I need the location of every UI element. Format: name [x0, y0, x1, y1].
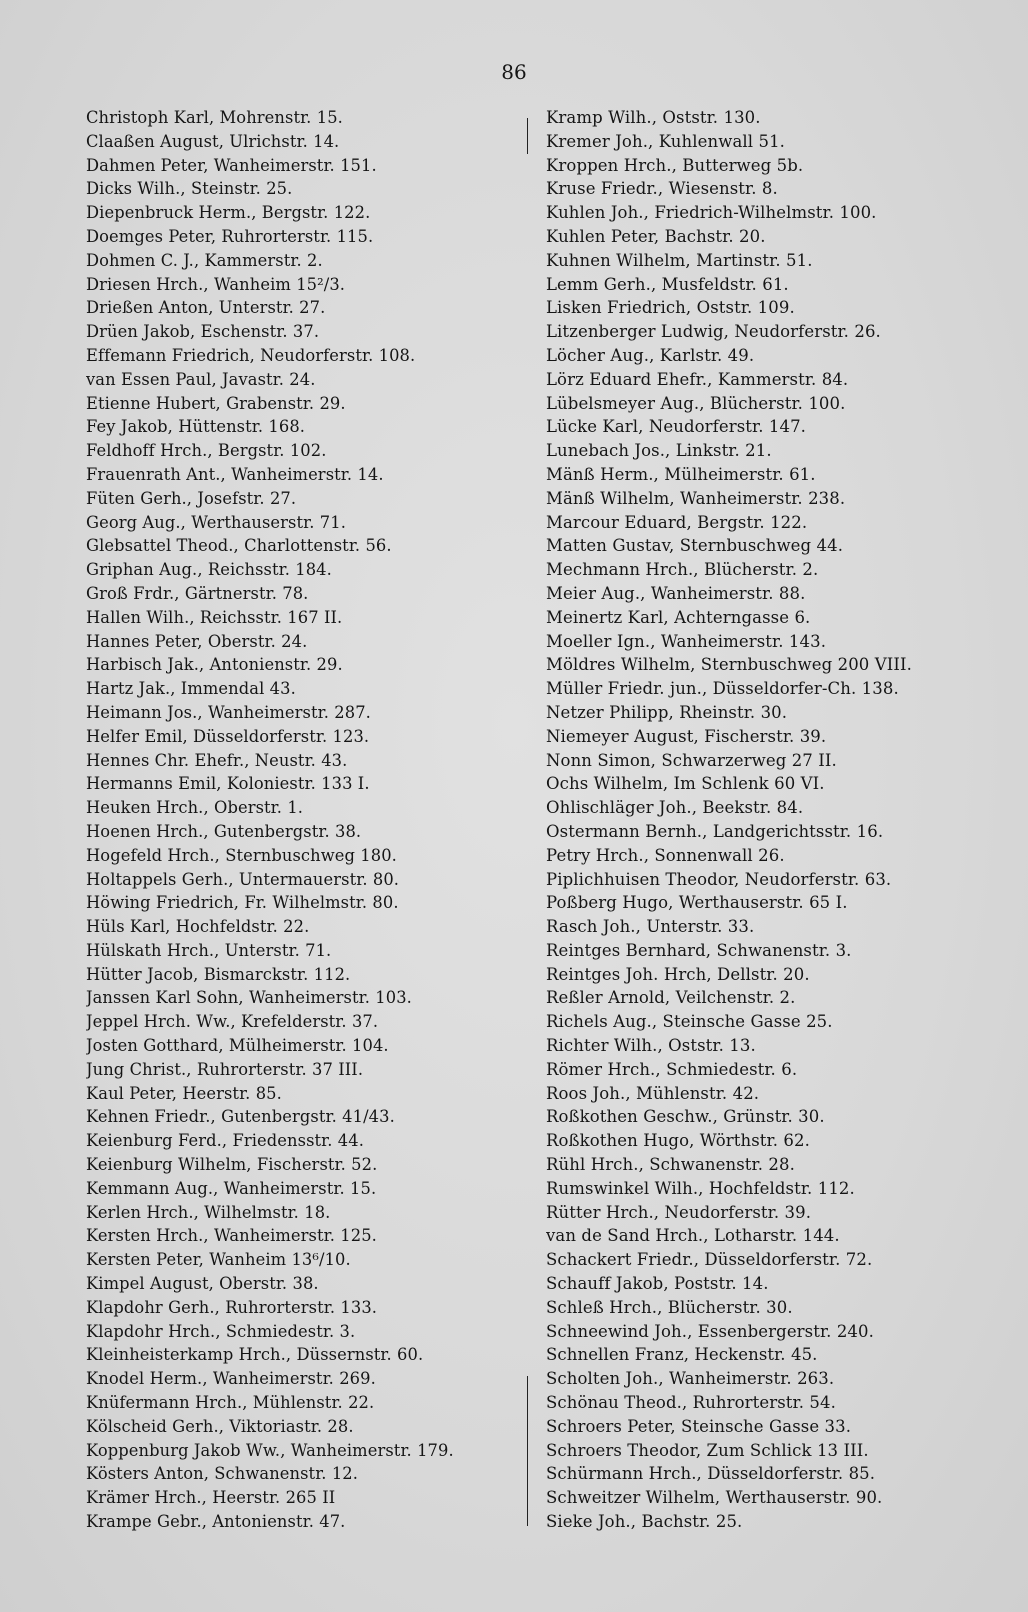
directory-entry: Schackert Friedr., Düsseldorferstr. 72. — [546, 1250, 873, 1270]
directory-entry: Schroers Theodor, Zum Schlick 13 III. — [546, 1440, 869, 1460]
directory-entry: Lunebach Jos., Linkstr. 21. — [546, 441, 772, 461]
directory-entry: Feldhoff Hrch., Bergstr. 102. — [86, 441, 327, 461]
directory-entry: Roßkothen Hugo, Wörthstr. 62. — [546, 1131, 810, 1151]
directory-entry: Richels Aug., Steinsche Gasse 25. — [546, 1012, 833, 1032]
directory-entry: Mänß Herm., Mülheimerstr. 61. — [546, 464, 816, 484]
directory-entry: Christoph Karl, Mohrenstr. 15. — [86, 108, 343, 127]
directory-entry: Kemmann Aug., Wanheimerstr. 15. — [86, 1178, 377, 1198]
directory-entry: Lücke Karl, Neudorferstr. 147. — [546, 417, 807, 437]
directory-entry: Schleß Hrch., Blücherstr. 30. — [546, 1297, 793, 1317]
directory-entry: Rühl Hrch., Schwanenstr. 28. — [546, 1155, 795, 1175]
directory-entry: Schönau Theod., Ruhrorterstr. 54. — [546, 1393, 836, 1413]
directory-entry: Klapdohr Hrch., Schmiedestr. 3. — [86, 1321, 356, 1341]
directory-entry: Harbisch Jak., Antonienstr. 29. — [86, 655, 343, 675]
directory-entry: Kersten Peter, Wanheim 13⁶/10. — [86, 1250, 351, 1270]
directory-entry: Piplichhuisen Theodor, Neudorferstr. 63. — [546, 869, 892, 889]
directory-entry: Koppenburg Jakob Ww., Wanheimerstr. 179. — [86, 1440, 454, 1460]
directory-entry: Claaßen August, Ulrichstr. 14. — [86, 131, 340, 151]
directory-entry: Lübelsmeyer Aug., Blücherstr. 100. — [546, 393, 846, 413]
directory-entry: Jung Christ., Ruhrorterstr. 37 III. — [86, 1059, 364, 1079]
directory-entry: Schauff Jakob, Poststr. 14. — [546, 1274, 769, 1294]
directory-entry: Nonn Simon, Schwarzerweg 27 II. — [546, 750, 837, 770]
directory-entry: Rumswinkel Wilh., Hochfeldstr. 112. — [546, 1178, 855, 1198]
directory-entry: Kehnen Friedr., Gutenbergstr. 41/43. — [86, 1107, 395, 1127]
directory-entry: Matten Gustav, Sternbuschweg 44. — [546, 536, 844, 556]
directory-entry: Knodel Herm., Wanheimerstr. 269. — [86, 1369, 376, 1389]
directory-entry: Kruse Friedr., Wiesenstr. 8. — [546, 179, 778, 199]
directory-entry: Heimann Jos., Wanheimerstr. 287. — [86, 702, 371, 722]
directory-entry: van Essen Paul, Javastr. 24. — [86, 369, 316, 389]
directory-entry: Mechmann Hrch., Blücherstr. 2. — [546, 560, 819, 580]
directory-entry: Krampe Gebr., Antonienstr. 47. — [86, 1512, 346, 1532]
directory-entry: Hennes Chr. Ehefr., Neustr. 43. — [86, 750, 348, 770]
directory-entry: Helfer Emil, Düsseldorferstr. 123. — [86, 726, 370, 746]
directory-entry: Kösters Anton, Schwanenstr. 12. — [86, 1464, 359, 1484]
directory-entry: Römer Hrch., Schmiedestr. 6. — [546, 1059, 798, 1079]
directory-entry: Hallen Wilh., Reichsstr. 167 II. — [86, 607, 343, 627]
directory-entry: Lisken Friedrich, Oststr. 109. — [546, 298, 795, 318]
directory-entry: Frauenrath Ant., Wanheimerstr. 14. — [86, 464, 384, 484]
directory-entry: Lemm Gerh., Musfeldstr. 61. — [546, 274, 789, 294]
directory-entry: Holtappels Gerh., Untermauerstr. 80. — [86, 869, 400, 889]
directory-entry: Ostermann Bernh., Landgerichtsstr. 16. — [546, 821, 884, 841]
directory-entry: van de Sand Hrch., Lotharstr. 144. — [546, 1226, 840, 1246]
directory-entry: Schroers Peter, Steinsche Gasse 33. — [546, 1416, 852, 1436]
directory-entry: Heuken Hrch., Oberstr. 1. — [86, 798, 304, 818]
directory-entry: Janssen Karl Sohn, Wanheimerstr. 103. — [86, 988, 412, 1008]
directory-entry: Diepenbruck Herm., Bergstr. 122. — [86, 203, 371, 223]
directory-entry: Löcher Aug., Karlstr. 49. — [546, 345, 755, 365]
directory-entry: Groß Frdr., Gärtnerstr. 78. — [86, 583, 309, 603]
directory-entry: Dicks Wilh., Steinstr. 25. — [86, 179, 293, 199]
directory-entry: Hannes Peter, Oberstr. 24. — [86, 631, 308, 651]
directory-entry: Kroppen Hrch., Butterweg 5b. — [546, 155, 804, 175]
directory-entry: Sieke Joh., Bachstr. 25. — [546, 1512, 743, 1532]
directory-entry: Krämer Hrch., Heerstr. 265 II — [86, 1488, 336, 1508]
directory-entry: Richter Wilh., Oststr. 13. — [546, 1036, 756, 1056]
directory-entry: Netzer Philipp, Rheinstr. 30. — [546, 702, 788, 722]
directory-entry: Knüfermann Hrch., Mühlenstr. 22. — [86, 1393, 375, 1413]
directory-entry: Dohmen C. J., Kammerstr. 2. — [86, 250, 323, 270]
directory-entry: Müller Friedr. jun., Düsseldorfer-Ch. 138. — [546, 679, 899, 699]
directory-entry: Keienburg Wilhelm, Fischerstr. 52. — [86, 1155, 378, 1175]
directory-entry: Ochs Wilhelm, Im Schlenk 60 VI. — [546, 774, 825, 794]
directory-entry: Kaul Peter, Heerstr. 85. — [86, 1083, 282, 1103]
directory-entry: Niemeyer August, Fischerstr. 39. — [546, 726, 827, 746]
directory-entry: Drüen Jakob, Eschenstr. 37. — [86, 322, 320, 342]
directory-entry: Hermanns Emil, Koloniestr. 133 I. — [86, 774, 370, 794]
directory-entry: Litzenberger Ludwig, Neudorferstr. 26. — [546, 322, 881, 342]
column-divider-bottom — [527, 1376, 528, 1526]
directory-entry: Kersten Hrch., Wanheimerstr. 125. — [86, 1226, 377, 1246]
directory-entry: Kerlen Hrch., Wilhelmstr. 18. — [86, 1202, 331, 1222]
directory-entry: Hogefeld Hrch., Sternbuschweg 180. — [86, 845, 397, 865]
directory-entry: Griphan Aug., Reichsstr. 184. — [86, 560, 332, 580]
left-column — [86, 106, 518, 1534]
directory-entry: Poßberg Hugo, Werthauserstr. 65 I. — [546, 893, 848, 913]
directory-entry: Drießen Anton, Unterstr. 27. — [86, 298, 326, 318]
directory-entry: Kuhlen Peter, Bachstr. 20. — [546, 226, 766, 246]
directory-entry: Jeppel Hrch. Ww., Krefelderstr. 37. — [86, 1012, 379, 1032]
directory-entry: Josten Gotthard, Mülheimerstr. 104. — [86, 1036, 389, 1056]
directory-entry: Kleinheisterkamp Hrch., Düssernstr. 60. — [86, 1345, 424, 1365]
directory-entry: Marcour Eduard, Bergstr. 122. — [546, 512, 808, 532]
directory-entry: Doemges Peter, Ruhrorterstr. 115. — [86, 226, 374, 246]
page-number: 86 — [501, 60, 527, 84]
directory-entry: Moeller Ign., Wanheimerstr. 143. — [546, 631, 827, 651]
directory-entry: Füten Gerh., Josefstr. 27. — [86, 488, 297, 508]
directory-entry: Dahmen Peter, Wanheimerstr. 151. — [86, 155, 377, 175]
directory-entry: Meinertz Karl, Achterngasse 6. — [546, 607, 811, 627]
right-column — [546, 106, 986, 1534]
directory-entry: Höwing Friedrich, Fr. Wilhelmstr. 80. — [86, 893, 399, 913]
directory-entry: Klapdohr Gerh., Ruhrorterstr. 133. — [86, 1297, 378, 1317]
directory-entry: Möldres Wilhelm, Sternbuschweg 200 VIII. — [546, 655, 912, 675]
directory-entry: Reßler Arnold, Veilchenstr. 2. — [546, 988, 796, 1008]
column-divider-top — [527, 118, 528, 154]
directory-entry: Hütter Jacob, Bismarckstr. 112. — [86, 964, 351, 984]
directory-entry: Kuhlen Joh., Friedrich-Wilhelmstr. 100. — [546, 203, 877, 223]
directory-entry: Fey Jakob, Hüttenstr. 168. — [86, 417, 306, 437]
directory-entry: Schürmann Hrch., Düsseldorferstr. 85. — [546, 1464, 876, 1484]
directory-entry: Petry Hrch., Sonnenwall 26. — [546, 845, 785, 865]
directory-entry: Schneewind Joh., Essenbergerstr. 240. — [546, 1321, 874, 1341]
directory-entry: Rasch Joh., Unterstr. 33. — [546, 917, 755, 937]
directory-entry: Roßkothen Geschw., Grünstr. 30. — [546, 1107, 825, 1127]
directory-entry: Mänß Wilhelm, Wanheimerstr. 238. — [546, 488, 846, 508]
directory-entry: Keienburg Ferd., Friedensstr. 44. — [86, 1131, 365, 1151]
directory-entry: Roos Joh., Mühlenstr. 42. — [546, 1083, 760, 1103]
directory-entry: Rütter Hrch., Neudorferstr. 39. — [546, 1202, 812, 1222]
directory-entry: Schnellen Franz, Heckenstr. 45. — [546, 1345, 818, 1365]
directory-entry: Meier Aug., Wanheimerstr. 88. — [546, 583, 806, 603]
directory-entry: Schweitzer Wilhelm, Werthauserstr. 90. — [546, 1488, 883, 1508]
directory-entry: Etienne Hubert, Grabenstr. 29. — [86, 393, 346, 413]
directory-entry: Hüls Karl, Hochfeldstr. 22. — [86, 917, 310, 937]
directory-entry: Scholten Joh., Wanheimerstr. 263. — [546, 1369, 835, 1389]
directory-entry: Lörz Eduard Ehefr., Kammerstr. 84. — [546, 369, 849, 389]
directory-entry: Reintges Joh. Hrch, Dellstr. 20. — [546, 964, 810, 984]
directory-entry: Kremer Joh., Kuhlenwall 51. — [546, 131, 786, 151]
directory-entry: Driesen Hrch., Wanheim 15²/3. — [86, 274, 346, 294]
directory-entry: Kimpel August, Oberstr. 38. — [86, 1274, 319, 1294]
directory-entry: Hoenen Hrch., Gutenbergstr. 38. — [86, 821, 362, 841]
directory-entry: Effemann Friedrich, Neudorferstr. 108. — [86, 345, 416, 365]
directory-entry: Ohlischläger Joh., Beekstr. 84. — [546, 798, 804, 818]
directory-entry: Hülskath Hrch., Unterstr. 71. — [86, 940, 332, 960]
directory-entry: Georg Aug., Werthauserstr. 71. — [86, 512, 346, 532]
directory-entry: Hartz Jak., Immendal 43. — [86, 679, 296, 699]
directory-entry: Reintges Bernhard, Schwanenstr. 3. — [546, 940, 852, 960]
directory-entry: Kuhnen Wilhelm, Martinstr. 51. — [546, 250, 813, 270]
directory-entry: Kölscheid Gerh., Viktoriastr. 28. — [86, 1416, 354, 1436]
directory-entry: Glebsattel Theod., Charlottenstr. 56. — [86, 536, 392, 556]
directory-entry: Kramp Wilh., Oststr. 130. — [546, 108, 761, 127]
